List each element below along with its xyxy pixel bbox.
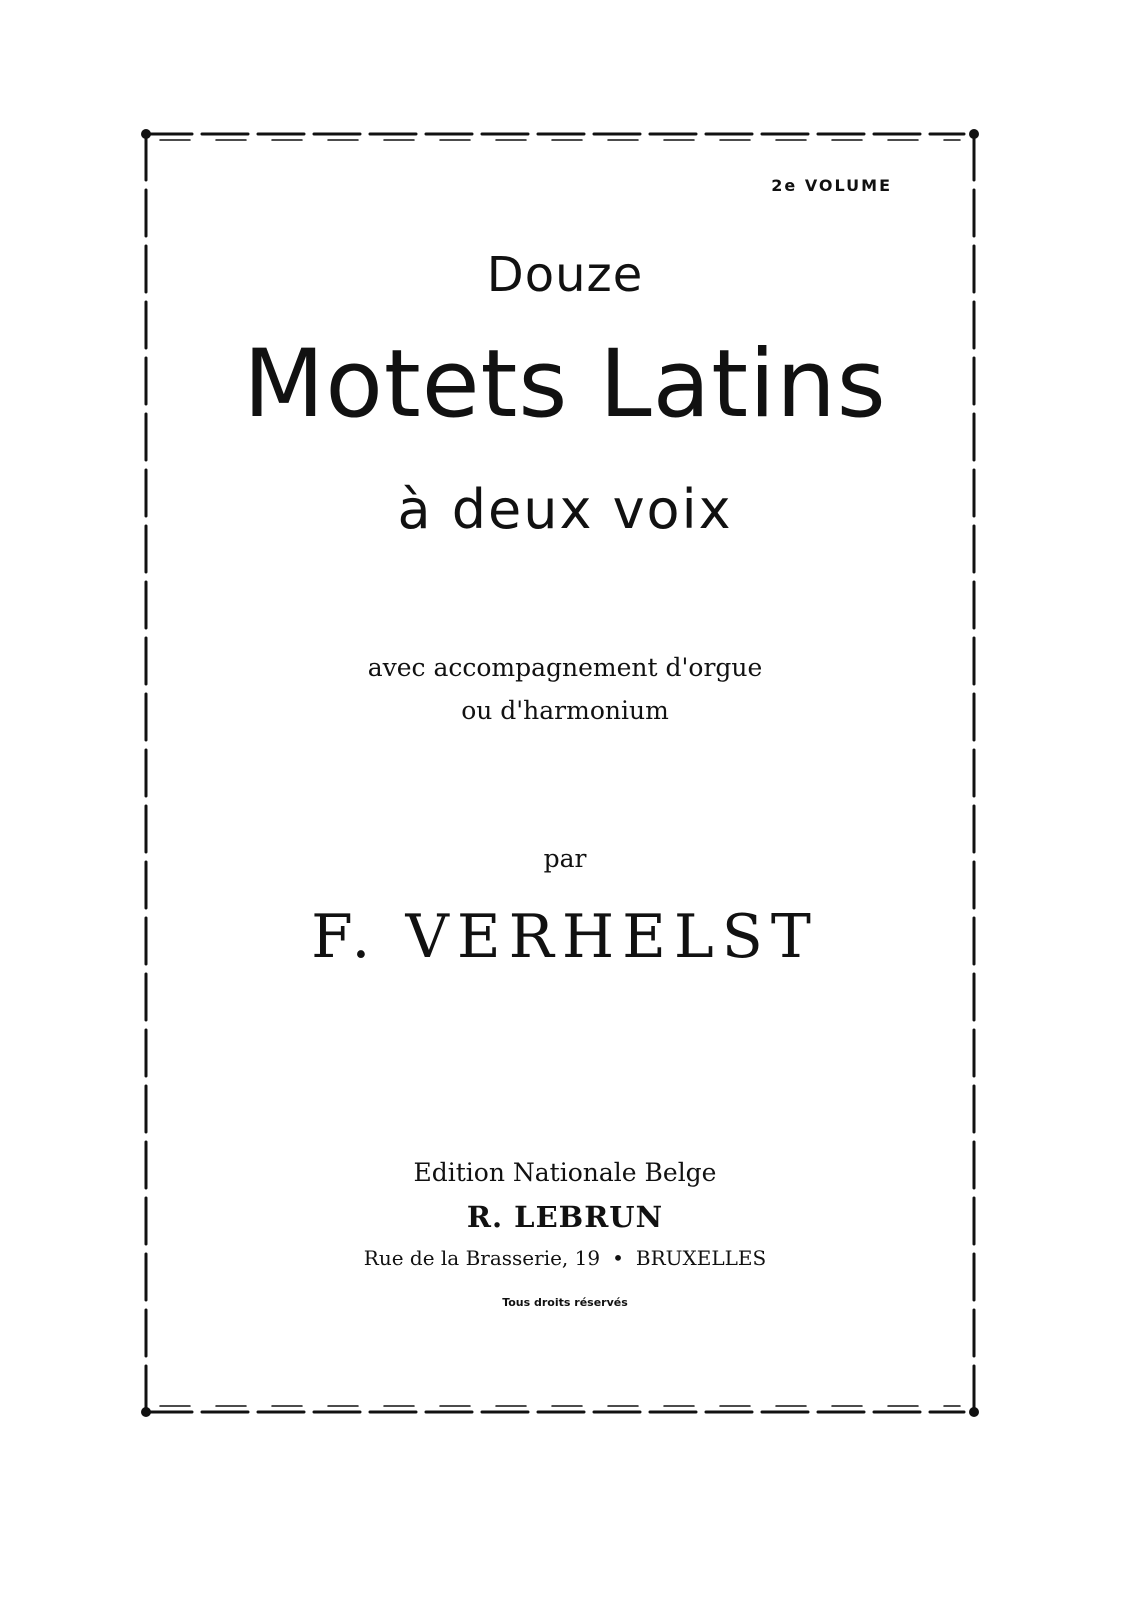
street-address: Rue de la Brasserie, 19 bbox=[363, 1246, 601, 1270]
corner-dot-top-left bbox=[141, 129, 151, 139]
title-sub: à deux voix bbox=[397, 478, 733, 541]
by-label: par bbox=[543, 844, 587, 873]
accompaniment-text bbox=[150, 646, 980, 732]
accompaniment-line-2: ou d'harmonium bbox=[461, 696, 669, 725]
rights-notice: Tous droits réservés bbox=[502, 1296, 628, 1309]
corner-dot-top-right bbox=[969, 129, 979, 139]
publisher-line: Edition Nationale Belge bbox=[413, 1158, 717, 1187]
volume-label: 2e VOLUME bbox=[771, 176, 892, 195]
accompaniment-line-1: avec accompagnement d'orgue bbox=[367, 653, 763, 682]
publisher-address bbox=[150, 1246, 980, 1270]
address-separator: • bbox=[612, 1246, 624, 1270]
publisher-name: R. LEBRUN bbox=[466, 1200, 664, 1234]
title-main: Motets Latins bbox=[243, 330, 887, 439]
city-name: BRUXELLES bbox=[635, 1246, 767, 1270]
title-page bbox=[150, 140, 980, 1410]
composer-name: F. VERHELST bbox=[311, 902, 819, 972]
title-pre: Douze bbox=[486, 247, 644, 303]
